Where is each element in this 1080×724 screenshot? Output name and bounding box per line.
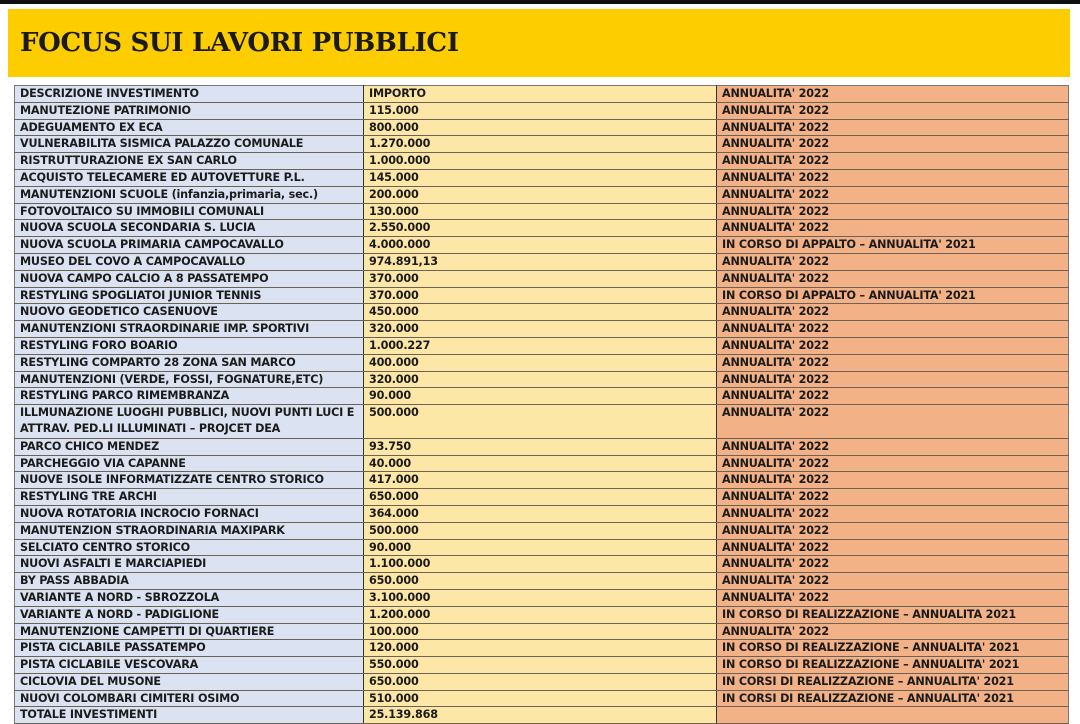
cell-stato: ANNUALITA' 2022: [717, 253, 1069, 270]
table-row: [15, 589, 1069, 606]
cell-stato: IN CORSI DI REALIZZAZIONE – ANNUALITA' 2021: [717, 690, 1069, 707]
table-row: [15, 539, 1069, 556]
table-row: [15, 304, 1069, 321]
cell-stato: ANNUALITA' 2022: [717, 405, 1069, 439]
table-row: [15, 237, 1069, 254]
cell-importo: 650.000: [364, 673, 717, 690]
total-label: TOTALE INVESTIMENTI: [15, 707, 364, 724]
table-row: [15, 136, 1069, 153]
cell-descrizione: VARIANTE A NORD - PADIGLIONE: [15, 606, 364, 623]
cell-descrizione: PARCHEGGIO VIA CAPANNE: [15, 455, 364, 472]
table-row: [15, 472, 1069, 489]
table-row: [15, 321, 1069, 338]
table-row: [15, 556, 1069, 573]
cell-stato: ANNUALITA' 2022: [717, 220, 1069, 237]
cell-descrizione: RESTYLING FORO BOARIO: [15, 337, 364, 354]
cell-importo: 1.000.227: [364, 337, 717, 354]
table-row: [15, 690, 1069, 707]
cell-stato: ANNUALITA' 2022: [717, 321, 1069, 338]
cell-descrizione: NUOVA SCUOLA PRIMARIA CAMPOCAVALLO: [15, 237, 364, 254]
cell-descrizione: NUOVA ROTATORIA INCROCIO FORNACI: [15, 505, 364, 522]
cell-descrizione: MUSEO DEL COVO A CAMPOCAVALLO: [15, 253, 364, 270]
table-row: [15, 606, 1069, 623]
cell-importo: 364.000: [364, 505, 717, 522]
cell-stato: IN CORSO DI APPALTO – ANNUALITA' 2021: [717, 237, 1069, 254]
cell-descrizione: RESTYLING PARCO RIMEMBRANZA: [15, 388, 364, 405]
cell-descrizione: VULNERABILITA SISMICA PALAZZO COMUNALE: [15, 136, 364, 153]
table-row: [15, 573, 1069, 590]
cell-stato: ANNUALITA' 2022: [717, 455, 1069, 472]
table-row: [15, 371, 1069, 388]
cell-importo: 1.000.000: [364, 153, 717, 170]
cell-descrizione: RISTRUTTURAZIONE EX SAN CARLO: [15, 153, 364, 170]
table-row: [15, 270, 1069, 287]
cell-stato: ANNUALITA' 2022: [717, 169, 1069, 186]
cell-descrizione: SELCIATO CENTRO STORICO: [15, 539, 364, 556]
cell-importo: 650.000: [364, 573, 717, 590]
table-row: [15, 522, 1069, 539]
cell-importo: 320.000: [364, 371, 717, 388]
cell-descrizione: MANUTENZIONE CAMPETTI DI QUARTIERE: [15, 623, 364, 640]
cell-descrizione: VARIANTE A NORD - SBROZZOLA: [15, 589, 364, 606]
cell-importo: 4.000.000: [364, 237, 717, 254]
cell-stato: ANNUALITA' 2022: [717, 489, 1069, 506]
cell-importo: 500.000: [364, 522, 717, 539]
cell-stato: ANNUALITA' 2022: [717, 539, 1069, 556]
cell-stato: ANNUALITA' 2022: [717, 203, 1069, 220]
cell-descrizione: CICLOVIA DEL MUSONE: [15, 673, 364, 690]
total-stato: [717, 707, 1069, 724]
cell-descrizione: NUOVI ASFALTI E MARCIAPIEDI: [15, 556, 364, 573]
cell-importo: 400.000: [364, 354, 717, 371]
cell-importo: 1.100.000: [364, 556, 717, 573]
table-row: [15, 640, 1069, 657]
cell-stato: ANNUALITA' 2022: [717, 186, 1069, 203]
cell-importo: 370.000: [364, 287, 717, 304]
table-row: [15, 388, 1069, 405]
cell-importo: 370.000: [364, 270, 717, 287]
cell-descrizione: RESTYLING SPOGLIATOI JUNIOR TENNIS: [15, 287, 364, 304]
table-row: [15, 186, 1069, 203]
cell-descrizione: MANUTENZIONI SCUOLE (infanzia,primaria, sec.): [15, 186, 364, 203]
cell-importo: 90.000: [364, 539, 717, 556]
cell-stato: ANNUALITA' 2022: [717, 304, 1069, 321]
cell-descrizione: ILLMUNAZIONE LUOGHI PUBBLICI, NUOVI PUNTI LUCI E ATTRAV. PED.LI ILLUMINATI – PROJCET DEA: [15, 405, 364, 439]
table-row: [15, 489, 1069, 506]
cell-stato: ANNUALITA' 2022: [717, 354, 1069, 371]
cell-importo: 320.000: [364, 321, 717, 338]
cell-descrizione: PISTA CICLABILE PASSATEMPO: [15, 640, 364, 657]
cell-importo: 800.000: [364, 119, 717, 136]
cell-importo: 650.000: [364, 489, 717, 506]
cell-descrizione: MANUTEZIONE PATRIMONIO: [15, 102, 364, 119]
cell-descrizione: PISTA CICLABILE VESCOVARA: [15, 657, 364, 674]
cell-importo: 120.000: [364, 640, 717, 657]
cell-stato: ANNUALITA' 2022: [717, 337, 1069, 354]
cell-descrizione: NUOVO GEODETICO CASENUOVE: [15, 304, 364, 321]
cell-importo: 417.000: [364, 472, 717, 489]
cell-descrizione: BY PASS ABBADIA: [15, 573, 364, 590]
table-row: [15, 455, 1069, 472]
cell-importo: 130.000: [364, 203, 717, 220]
table-row: [15, 102, 1069, 119]
cell-descrizione: NUOVA SCUOLA SECONDARIA S. LUCIA: [15, 220, 364, 237]
cell-stato: IN CORSI DI REALIZZAZIONE – ANNUALITA' 2021: [717, 673, 1069, 690]
cell-importo: 500.000: [364, 405, 717, 439]
table-row: [15, 119, 1069, 136]
cell-descrizione: MANUTENZIONI STRAORDINARIE IMP. SPORTIVI: [15, 321, 364, 338]
title-banner: [8, 9, 1070, 77]
cell-importo: 450.000: [364, 304, 717, 321]
cell-importo: 40.000: [364, 455, 717, 472]
table-row: [15, 287, 1069, 304]
cell-stato: ANNUALITA' 2022: [717, 623, 1069, 640]
cell-importo: 3.100.000: [364, 589, 717, 606]
cell-stato: ANNUALITA' 2022: [717, 472, 1069, 489]
cell-importo: 115.000: [364, 102, 717, 119]
table-row: [15, 337, 1069, 354]
cell-descrizione: NUOVE ISOLE INFORMATIZZATE CENTRO STORICO: [15, 472, 364, 489]
table-row: [15, 505, 1069, 522]
cell-descrizione: NUOVA CAMPO CALCIO A 8 PASSATEMPO: [15, 270, 364, 287]
cell-descrizione: MANUTENZION STRAORDINARIA MAXIPARK: [15, 522, 364, 539]
table-row: [15, 253, 1069, 270]
total-row: [15, 707, 1069, 724]
cell-stato: IN CORSO DI APPALTO – ANNUALITA' 2021: [717, 287, 1069, 304]
cell-descrizione: PARCO CHICO MENDEZ: [15, 438, 364, 455]
top-border: [0, 0, 1080, 4]
cell-importo: 510.000: [364, 690, 717, 707]
cell-importo: 550.000: [364, 657, 717, 674]
cell-importo: 93.750: [364, 438, 717, 455]
table-row: [15, 169, 1069, 186]
cell-descrizione: ACQUISTO TELECAMERE ED AUTOVETTURE P.L.: [15, 169, 364, 186]
cell-stato: ANNUALITA' 2022: [717, 119, 1069, 136]
page-title: FOCUS SUI LAVORI PUBBLICI: [20, 28, 459, 58]
cell-importo: 2.550.000: [364, 220, 717, 237]
cell-importo: 974.891,13: [364, 253, 717, 270]
cell-importo: 1.270.000: [364, 136, 717, 153]
cell-stato: ANNUALITA' 2022: [717, 153, 1069, 170]
table-row: [15, 153, 1069, 170]
cell-stato: ANNUALITA' 2022: [717, 556, 1069, 573]
cell-stato: ANNUALITA' 2022: [717, 136, 1069, 153]
cell-importo: 145.000: [364, 169, 717, 186]
table-row: [15, 673, 1069, 690]
cell-descrizione: MANUTENZIONI (VERDE, FOSSI, FOGNATURE,ETC): [15, 371, 364, 388]
cell-descrizione: ADEGUAMENTO EX ECA: [15, 119, 364, 136]
table-row: [15, 220, 1069, 237]
header-importo: IMPORTO: [364, 86, 717, 103]
cell-importo: 100.000: [364, 623, 717, 640]
cell-stato: ANNUALITA' 2022: [717, 371, 1069, 388]
investments-table: [14, 85, 1069, 724]
cell-stato: ANNUALITA' 2022: [717, 388, 1069, 405]
cell-stato: IN CORSO DI REALIZZAZIONE – ANNUALITA' 2021: [717, 640, 1069, 657]
table-row: [15, 657, 1069, 674]
cell-descrizione: RESTYLING TRE ARCHI: [15, 489, 364, 506]
cell-descrizione: NUOVI COLOMBARI CIMITERI OSIMO: [15, 690, 364, 707]
table-row: [15, 354, 1069, 371]
total-importo: 25.139.868: [364, 707, 717, 724]
cell-stato: ANNUALITA' 2022: [717, 589, 1069, 606]
cell-stato: ANNUALITA' 2022: [717, 573, 1069, 590]
cell-descrizione: FOTOVOLTAICO SU IMMOBILI COMUNALI: [15, 203, 364, 220]
cell-stato: IN CORSO DI REALIZZAZIONE – ANNUALITA' 2021: [717, 657, 1069, 674]
cell-stato: IN CORSO DI REALIZZAZIONE – ANNUALITA 2021: [717, 606, 1069, 623]
cell-importo: 200.000: [364, 186, 717, 203]
cell-stato: ANNUALITA' 2022: [717, 505, 1069, 522]
table-header-row: [15, 86, 1069, 103]
header-annualita: ANNUALITA' 2022: [717, 86, 1069, 103]
cell-stato: ANNUALITA' 2022: [717, 270, 1069, 287]
cell-importo: 90.000: [364, 388, 717, 405]
table-row: [15, 623, 1069, 640]
cell-stato: ANNUALITA' 2022: [717, 102, 1069, 119]
table-row: [15, 438, 1069, 455]
cell-importo: 1.200.000: [364, 606, 717, 623]
cell-descrizione: RESTYLING COMPARTO 28 ZONA SAN MARCO: [15, 354, 364, 371]
table-row: [15, 203, 1069, 220]
header-descrizione: DESCRIZIONE INVESTIMENTO: [15, 86, 364, 103]
table-row: [15, 405, 1069, 439]
cell-stato: ANNUALITA' 2022: [717, 522, 1069, 539]
cell-stato: ANNUALITA' 2022: [717, 438, 1069, 455]
